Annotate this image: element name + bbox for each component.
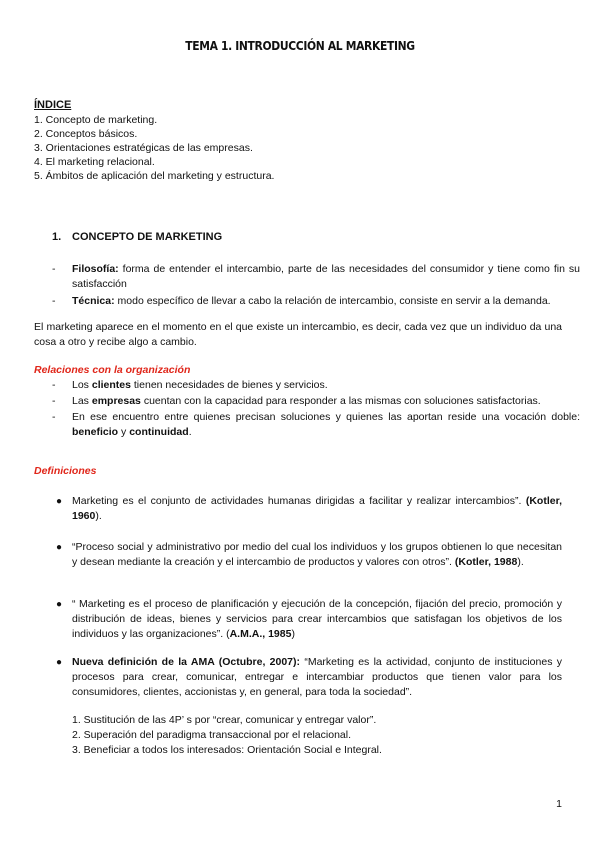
dash-marker: - <box>52 263 56 275</box>
text: . <box>188 426 192 438</box>
bold-text: empresas <box>91 395 141 407</box>
list-item: 3. Beneficiar a todos los interesados: Orientación Social e Integral. <box>72 744 382 756</box>
bold-text: Nueva definición de la AMA (Octubre, 2007): <box>72 656 301 668</box>
text: “Marketing es la actividad, conjunto de instituciones y procesos para crear, comunicar, entregar e intercambiar productos que tienen valor para los consumidores, clientes, accionistas y, en general, para toda la sociedad”. <box>72 656 562 698</box>
list-item <box>52 410 580 440</box>
definition-item <box>56 494 562 524</box>
list-item <box>52 262 580 292</box>
section-heading <box>52 231 222 243</box>
toc-item: 4. El marketing relacional. <box>34 156 155 168</box>
text: Marketing es el conjunto de actividades humanas dirigidas a facilitar y realizar intercambios”. <box>72 495 526 507</box>
term-tecnica: Técnica: <box>72 295 115 307</box>
section-title: CONCEPTO DE MARKETING <box>72 231 223 243</box>
bold-text: continuidad <box>129 426 189 438</box>
definition-item <box>56 597 562 642</box>
citation: (Kotler, 1960 <box>72 495 562 522</box>
text: Los <box>72 379 92 391</box>
toc-item: 5. Ámbitos de aplicación del marketing y estructura. <box>34 170 275 182</box>
definition-item <box>56 540 562 570</box>
list-item: 2. Superación del paradigma transaccional por el relacional. <box>72 729 351 741</box>
dash-marker: - <box>52 411 56 423</box>
bold-text: beneficio <box>72 426 119 438</box>
text: ). <box>95 510 102 522</box>
bullet-marker: ● <box>56 542 63 553</box>
term-text: forma de entender el intercambio, parte de las necesidades del consumidor y tiene como fin su satisfacción <box>72 263 580 290</box>
text: Las <box>72 395 92 407</box>
text: ). <box>517 556 524 568</box>
bullet-marker: ● <box>56 657 63 668</box>
page-number: 1 <box>556 798 562 810</box>
relaciones-list <box>52 378 580 440</box>
text: En ese encuentro entre quienes precisan soluciones y quienes las aportan reside una vocación doble: <box>72 411 580 423</box>
list-item <box>52 378 580 393</box>
bullet-marker: ● <box>56 496 63 507</box>
subheading-relaciones: Relaciones con la organización <box>34 364 191 376</box>
definition-item <box>56 655 562 700</box>
definition-text <box>72 540 562 570</box>
text: tienen necesidades de bienes y servicios. <box>130 379 328 391</box>
toc-heading: ÍNDICE <box>34 99 72 111</box>
list-item: 1. Sustitución de las 4P’ s por “crear, comunicar y entregar valor”. <box>72 714 377 726</box>
toc-item: 3. Orientaciones estratégicas de las empresas. <box>34 142 253 154</box>
text: y <box>118 426 130 438</box>
dash-marker: - <box>52 379 56 391</box>
list-item <box>52 394 580 409</box>
bold-text: clientes <box>91 379 131 391</box>
section-number: 1. <box>52 231 62 243</box>
text: “ Marketing es el proceso de planificación y ejecución de la concepción, fijación del precio, promoción y distribución de ideas, bienes y servicios para crear intercambios que satisfagan los objetivos de los individuos y las organizaciones”. ( <box>72 598 562 640</box>
text: “Proceso social y administrativo por medio del cual los individuos y los grupos obtienen lo que necesitan y desean mediante la creación y el intercambio de productos y valores con otros”. <box>72 541 562 568</box>
term-text: modo específico de llevar a cabo la relación de intercambio, consiste en servir a la demanda. <box>114 295 551 307</box>
citation: (Kotler, 1988 <box>454 556 518 568</box>
numbered-list <box>72 713 382 758</box>
intro-paragraph: El marketing aparece en el momento en el que existe un intercambio, es decir, cada vez que un individuo da una cosa a otro y recibe algo a cambio. <box>34 321 562 348</box>
toc-item: 1. Concepto de marketing. <box>34 114 158 126</box>
definition-text <box>72 597 562 642</box>
text: ) <box>291 628 295 640</box>
bullet-marker: ● <box>56 599 63 610</box>
citation: A.M.A., 1985 <box>229 628 292 640</box>
list-item <box>52 294 580 309</box>
definition-text <box>72 655 562 700</box>
toc-item: 2. Conceptos básicos. <box>34 128 138 140</box>
dash-marker: - <box>52 395 56 407</box>
text: cuentan con la capacidad para responder a las mismas con soluciones satisfactorias. <box>140 395 541 407</box>
table-of-contents <box>34 98 274 183</box>
concept-list <box>52 262 580 309</box>
dash-marker: - <box>52 295 56 307</box>
document-title: TEMA 1. INTRODUCCIÓN AL MARKETING <box>185 38 415 53</box>
definition-text <box>72 494 562 524</box>
subheading-definiciones: Definiciones <box>34 465 97 477</box>
term-filosofia: Filosofía: <box>72 263 119 275</box>
